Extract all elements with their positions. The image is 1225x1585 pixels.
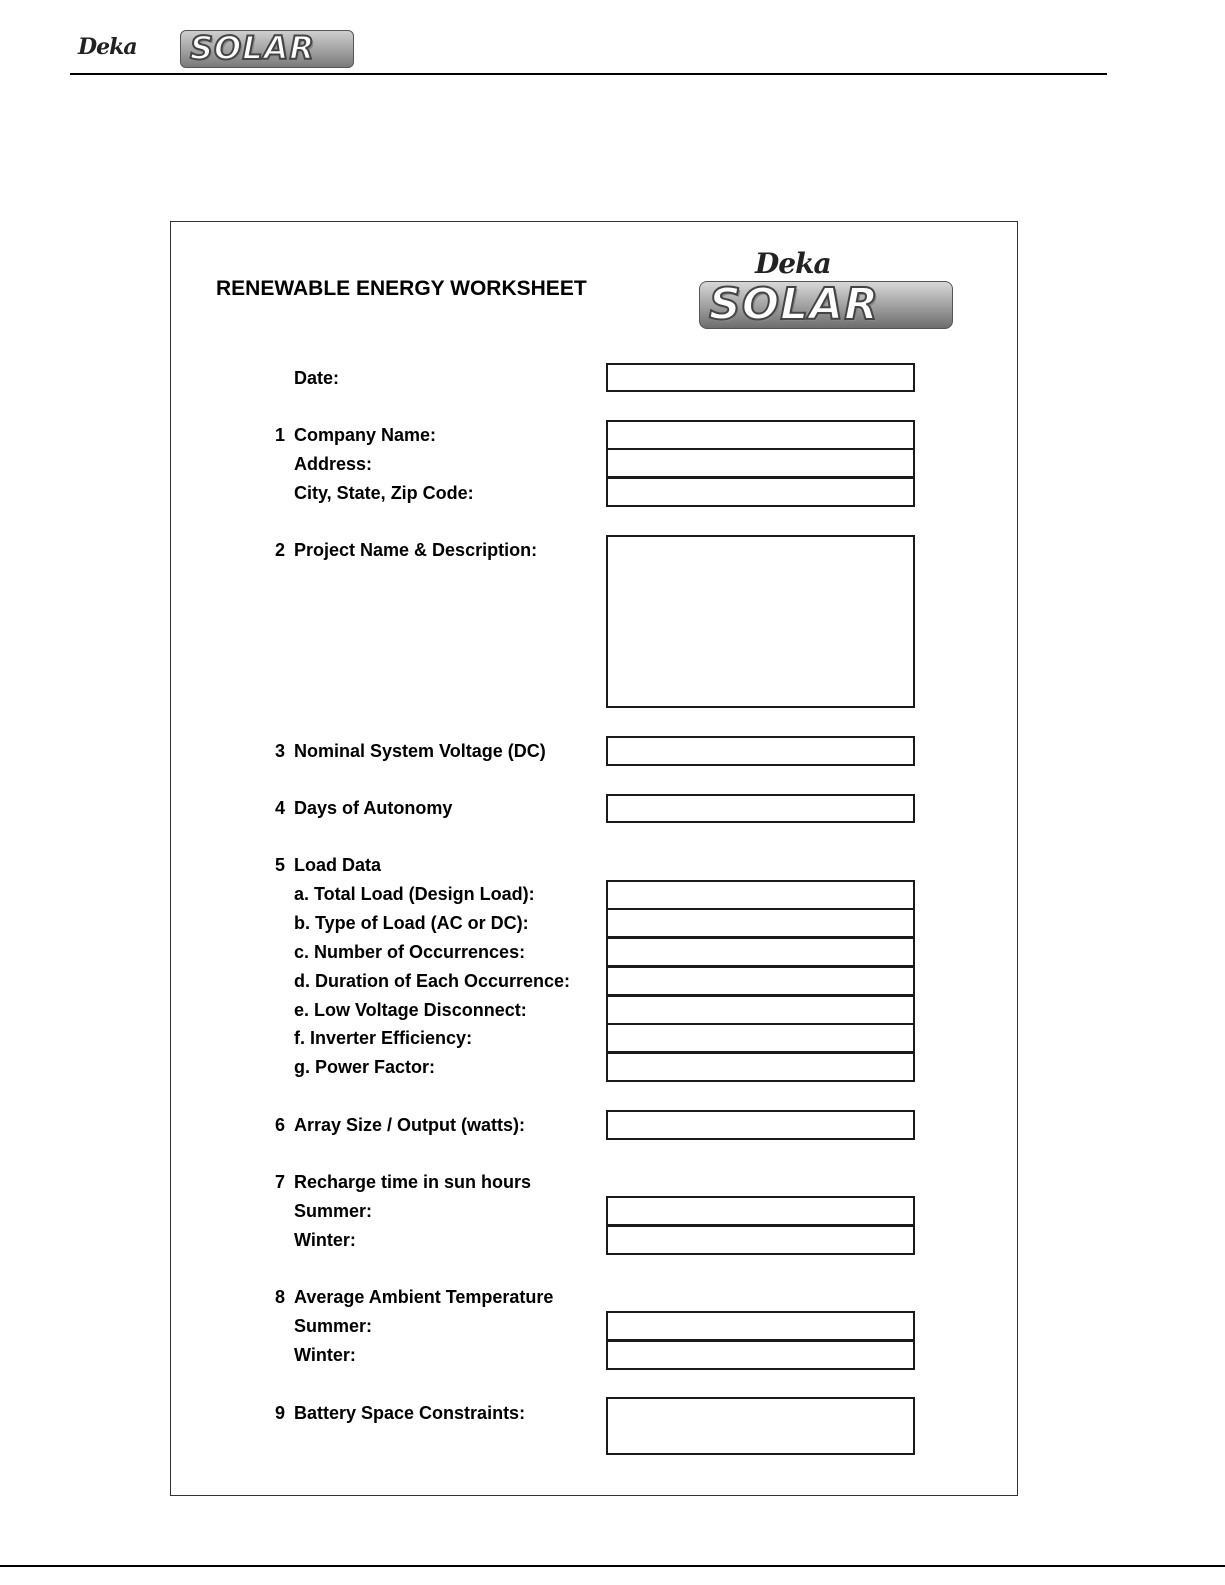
recharge-time-label: Recharge time in sun hours (294, 1172, 532, 1192)
address-field[interactable] (606, 448, 915, 478)
system-voltage-field[interactable] (606, 736, 915, 766)
battery-space-field[interactable] (606, 1397, 915, 1455)
address-label: Address: (294, 454, 373, 474)
form-logo-solar: SOLAR (709, 279, 880, 330)
section-number: 5 (275, 855, 286, 875)
battery-space-label: Battery Space Constraints: (294, 1403, 526, 1423)
form-logo-deka: Deka (755, 247, 831, 280)
array-size-label: Array Size / Output (watts): (294, 1115, 526, 1135)
system-voltage-label: Nominal System Voltage (DC) (294, 741, 546, 761)
temperature-winter-field[interactable] (606, 1340, 915, 1370)
section-number: 4 (275, 798, 286, 818)
section-number: 2 (275, 540, 286, 560)
city-state-zip-field[interactable] (606, 477, 915, 507)
footer-divider (0, 1565, 1225, 1567)
power-factor-label: g. Power Factor: (294, 1057, 436, 1077)
section-number: 1 (275, 425, 286, 445)
inverter-efficiency-label: f. Inverter Efficiency: (294, 1028, 473, 1048)
section-number: 3 (275, 741, 286, 761)
array-size-field[interactable] (606, 1110, 915, 1140)
load-type-label: b. Type of Load (AC or DC): (294, 913, 529, 933)
low-voltage-disconnect-label: e. Low Voltage Disconnect: (294, 1000, 527, 1020)
company-name-label: Company Name: (294, 425, 437, 445)
load-data-label: Load Data (294, 855, 382, 875)
total-load-field[interactable] (606, 880, 915, 910)
occurrences-label: c. Number of Occurrences: (294, 942, 526, 962)
section-number: 6 (275, 1115, 286, 1135)
header-logo-deka: Deka (78, 34, 137, 60)
header-logo (68, 28, 358, 70)
recharge-winter-field[interactable] (606, 1225, 915, 1255)
section-number: 9 (275, 1403, 286, 1423)
recharge-winter-label: Winter: (294, 1230, 356, 1250)
temperature-summer-field[interactable] (606, 1311, 915, 1341)
date-field[interactable] (606, 363, 915, 392)
company-name-field[interactable] (606, 420, 915, 450)
ambient-temperature-label: Average Ambient Temperature (294, 1287, 554, 1307)
days-of-autonomy-field[interactable] (606, 794, 915, 823)
header-logo-solar: SOLAR (190, 29, 316, 67)
occurrence-duration-field[interactable] (606, 966, 915, 996)
load-type-field[interactable] (606, 908, 915, 938)
header-divider (70, 73, 1107, 75)
section-number: 7 (275, 1172, 286, 1192)
inverter-efficiency-field[interactable] (606, 1023, 915, 1053)
city-state-zip-label: City, State, Zip Code: (294, 483, 474, 503)
occurrence-duration-label: d. Duration of Each Occurrence: (294, 971, 571, 991)
project-description-field[interactable] (606, 535, 915, 708)
section-number: 8 (275, 1287, 286, 1307)
total-load-label: a. Total Load (Design Load): (294, 884, 535, 904)
date-label: Date: (294, 368, 340, 388)
worksheet-title: RENEWABLE ENERGY WORKSHEET (216, 277, 587, 300)
temperature-winter-label: Winter: (294, 1345, 356, 1365)
form-logo (697, 247, 953, 331)
project-description-label: Project Name & Description: (294, 540, 538, 560)
days-of-autonomy-label: Days of Autonomy (294, 798, 453, 818)
low-voltage-disconnect-field[interactable] (606, 995, 915, 1025)
occurrences-field[interactable] (606, 937, 915, 967)
recharge-summer-label: Summer: (294, 1201, 373, 1221)
power-factor-field[interactable] (606, 1052, 915, 1082)
recharge-summer-field[interactable] (606, 1196, 915, 1226)
temperature-summer-label: Summer: (294, 1316, 373, 1336)
